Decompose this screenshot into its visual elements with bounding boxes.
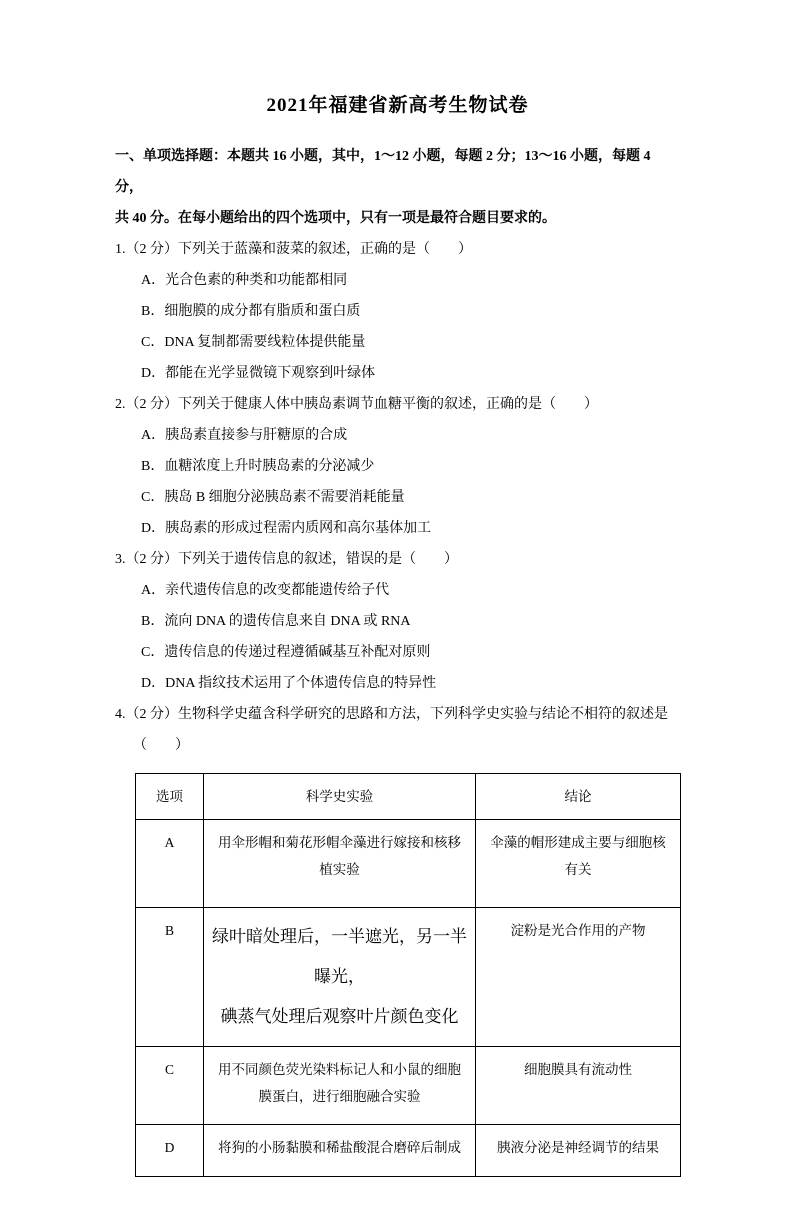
row-d-option-cell: D bbox=[136, 1125, 204, 1177]
table-row-a bbox=[136, 820, 681, 908]
table-header-option: 选项 bbox=[136, 774, 204, 820]
row-c-experiment-cell: 用不同颜色荧光染料标记人和小鼠的细胞膜蛋白，进行细胞融合实验 bbox=[204, 1047, 476, 1125]
question-3-option-d: D．DNA 指纹技术运用了个体遗传信息的特异性 bbox=[141, 676, 437, 691]
question-1-option-b: B．细胞膜的成分都有脂质和蛋白质 bbox=[141, 304, 361, 319]
row-d-conclusion-cell: 胰液分泌是神经调节的结果 bbox=[476, 1125, 681, 1177]
question-1-option-d: D．都能在光学显微镜下观察到叶绿体 bbox=[141, 366, 376, 381]
question-2-option-b: B．血糖浓度上升时胰岛素的分泌减少 bbox=[141, 459, 375, 474]
row-b-conclusion-cell: 淀粉是光合作用的产物 bbox=[476, 908, 681, 1047]
table-row-b bbox=[136, 908, 681, 1047]
table-header-experiment: 科学史实验 bbox=[204, 774, 476, 820]
question-4 bbox=[115, 699, 680, 761]
question-3-option-a: A．亲代遗传信息的改变都能遗传给子代 bbox=[141, 583, 390, 598]
question-2-option-a: A．胰岛素直接参与肝糖原的合成 bbox=[141, 428, 348, 443]
question-4-table bbox=[135, 773, 681, 1177]
question-1-option-c: C．DNA 复制都需要线粒体提供能量 bbox=[141, 335, 366, 350]
row-d-experiment-cell: 将狗的小肠黏膜和稀盐酸混合磨碎后制成 bbox=[204, 1125, 476, 1177]
section-intro-line1: 一、单项选择题：本题共 16 小题，其中，1～12 小题，每题 2 分；13～16 小题，每题 4 分， bbox=[115, 149, 651, 195]
question-1-stem: 1.（2 分）下列关于蓝藻和菠菜的叙述，正确的是（ ） bbox=[115, 242, 472, 257]
question-1-option-a: A．光合色素的种类和功能都相同 bbox=[141, 273, 348, 288]
question-4-stem-line2: （ ） bbox=[133, 738, 189, 753]
table-row-c bbox=[136, 1047, 681, 1125]
row-b-option-cell: B bbox=[136, 908, 204, 1047]
question-2-option-d: D．胰岛素的形成过程需内质网和高尔基体加工 bbox=[141, 521, 432, 536]
table-header-conclusion: 结论 bbox=[476, 774, 681, 820]
question-3-option-c: C．遗传信息的传递过程遵循碱基互补配对原则 bbox=[141, 645, 431, 660]
row-a-experiment-cell: 用伞形帽和菊花形帽伞藻进行嫁接和核移植实验 bbox=[204, 820, 476, 908]
page-title: 2021年福建省新高考生物试卷 bbox=[266, 95, 529, 116]
row-c-conclusion-cell: 细胞膜具有流动性 bbox=[476, 1047, 681, 1125]
row-a-conclusion-cell: 伞藻的帽形建成主要与细胞核有关 bbox=[476, 820, 681, 908]
row-b-experiment-line1: 绿叶暗处理后，一半遮光，另一半曝光， bbox=[212, 927, 467, 986]
question-3-option-b: B．流向 DNA 的遗传信息来自 DNA 或 RNA bbox=[141, 614, 411, 629]
question-4-stem-line1: 4.（2 分）生物科学史蕴含科学研究的思路和方法，下列科学史实验与结论不相符的叙述是 bbox=[115, 707, 668, 722]
table-row-d bbox=[136, 1125, 681, 1177]
row-b-experiment-cell bbox=[204, 908, 476, 1047]
question-2-option-c: C．胰岛 B 细胞分泌胰岛素不需要消耗能量 bbox=[141, 490, 405, 505]
question-3-stem: 3.（2 分）下列关于遗传信息的叙述，错误的是（ ） bbox=[115, 552, 458, 567]
question-2-stem: 2.（2 分）下列关于健康人体中胰岛素调节血糖平衡的叙述，正确的是（ ） bbox=[115, 397, 598, 412]
row-c-option-cell: C bbox=[136, 1047, 204, 1125]
table-header-row bbox=[136, 774, 681, 820]
question-2 bbox=[115, 389, 680, 544]
question-3 bbox=[115, 544, 680, 699]
row-a-option-cell: A bbox=[136, 820, 204, 908]
section-intro-line2: 共 40 分。在每小题给出的四个选项中，只有一项是最符合题目要求的。 bbox=[115, 211, 556, 226]
row-b-experiment-line2: 碘蒸气处理后观察叶片颜色变化 bbox=[220, 1007, 459, 1026]
question-1 bbox=[115, 234, 680, 389]
